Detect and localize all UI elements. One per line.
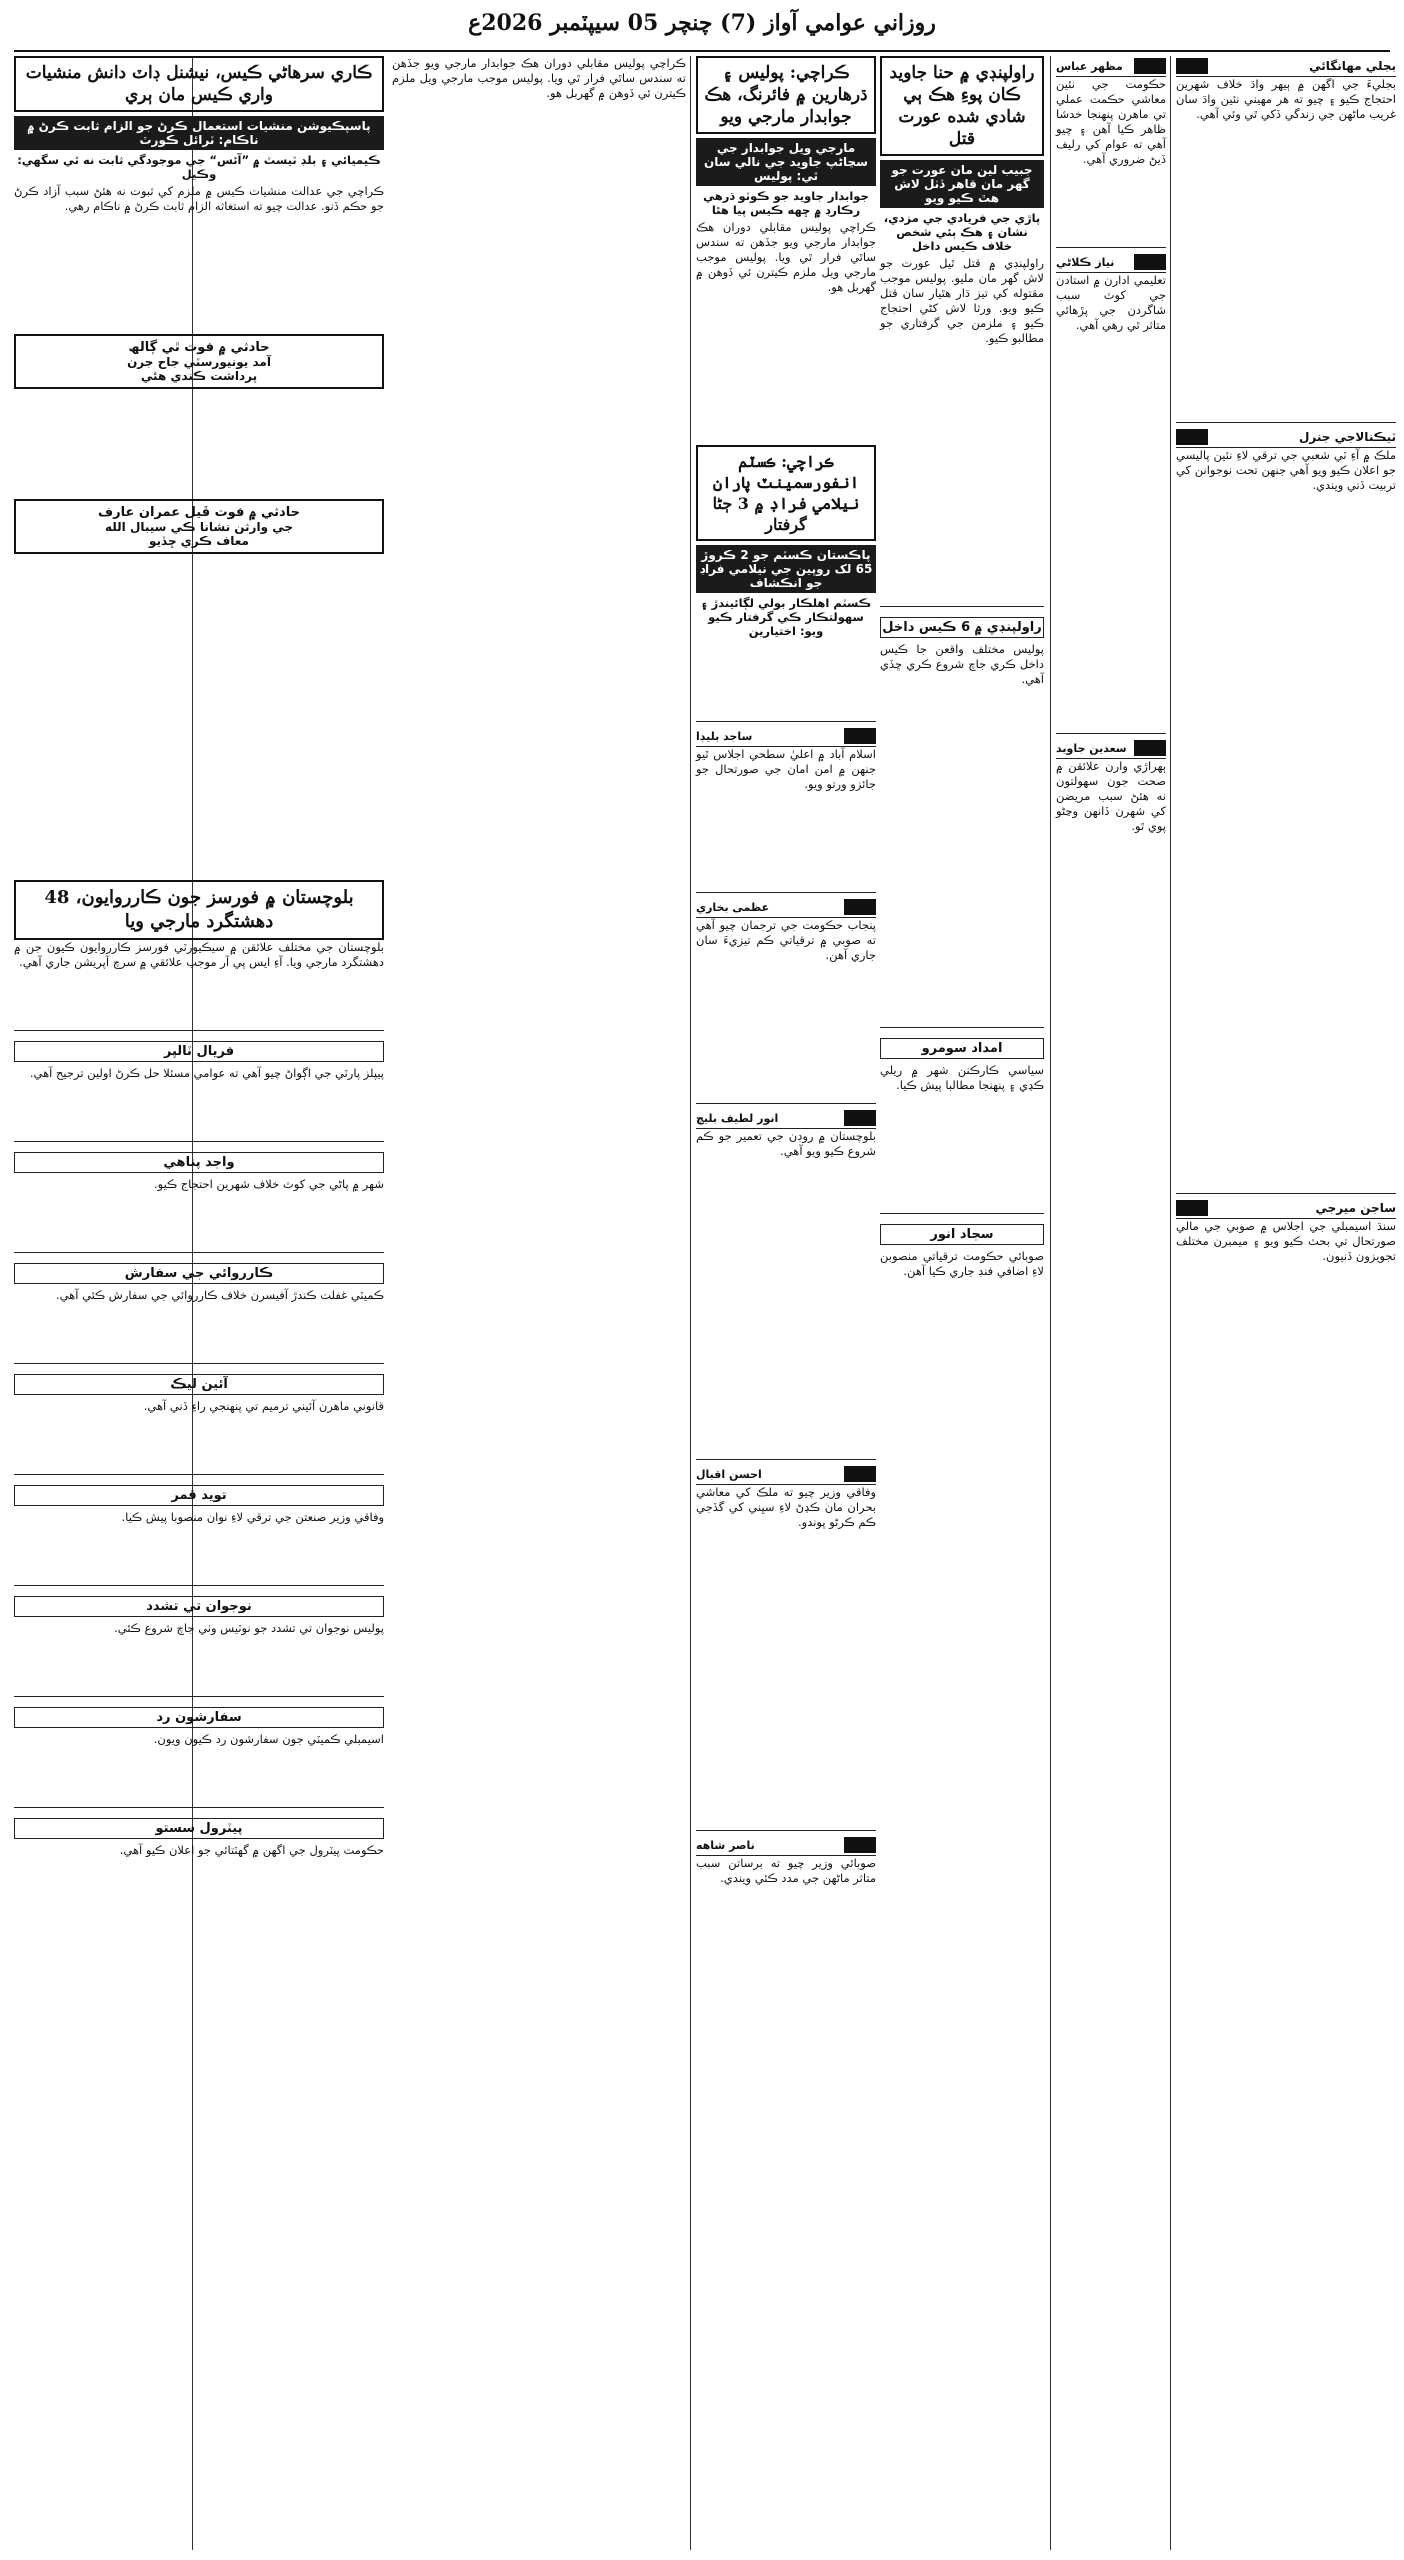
obituary-note: پرداشت ڪندي هئي <box>140 369 258 383</box>
section-block <box>696 721 876 792</box>
section-kicker: امداد سومرو <box>880 1038 1044 1059</box>
section-block <box>696 1459 876 1530</box>
author-photo <box>844 1466 876 1482</box>
section-block <box>1176 1193 1396 1264</box>
author-photo <box>844 1110 876 1126</box>
column-7 <box>392 56 686 2546</box>
section-block <box>880 1213 1044 1279</box>
section-kicker: مظهر عباس <box>1056 59 1123 73</box>
section-block <box>14 1807 384 1858</box>
obituary-box <box>14 334 384 389</box>
column-rule <box>1170 56 1171 2550</box>
section-kicker: تويد قمر <box>14 1485 384 1506</box>
section-block <box>14 1141 384 1192</box>
author-photo <box>1176 1200 1208 1216</box>
author-photo <box>844 899 876 915</box>
section-kicker: راولپنڊي ۾ 6 ڪيس داخل <box>880 617 1044 638</box>
section-kicker: نوجوان تي تشدد <box>14 1596 384 1617</box>
headline: راولپنڊي ۾ حنا جاويد ڪان پوءِ هڪ ٻي شادي شده عورت قتل <box>880 56 1044 156</box>
article-text: سياسي ڪارڪنن شهر ۾ ريلي ڪڍي ۽ پنهنجا مطالبا پيش ڪيا. <box>880 1063 1044 1092</box>
section-kicker: واجد پناهي <box>14 1152 384 1173</box>
author-photo <box>1176 429 1208 445</box>
section-kicker: فريال ٽالپر <box>14 1041 384 1062</box>
section-kicker: ساجد بليڊا <box>696 729 753 743</box>
column-rule <box>1050 56 1051 2550</box>
article-text: تعليمي ادارن ۾ استادن جي کوٽ سبب شاگردن جي پڙهائي متاثر ٿي رهي آهي. <box>1056 273 1166 332</box>
article-text: اسيمبلي ڪميٽي جون سفارشون رد ڪيون ويون. <box>153 1732 384 1746</box>
section-kicker: ٽيڪنالاجي جنرل <box>1298 430 1396 444</box>
section-header <box>696 1108 876 1129</box>
section-kicker: ساجن ميرجي <box>1315 1201 1396 1215</box>
obituary-box <box>14 499 384 554</box>
subhead-line: پاڙي جي فريادي جي مزدي، نشان ۽ هڪ ٻئي شخص خلاف ڪيس داخل <box>883 211 1041 253</box>
article-text: بجليءَ جي اگهن ۾ ٻيهر واڌ خلاف شهرين احتجاج ڪيو ۽ چيو ته هر مهيني نئين واڌ سان غريب ماڻهن جي زندگي ڏکي ٿي وئي آهي. <box>1176 77 1396 121</box>
column-1 <box>1176 56 1396 2546</box>
subhead-line: ڪيميائي ۽ بلڊ ٽيسٽ ۾ ”آئس“ جي موجودگي ثابت نه ٿي سگهي: وڪيل <box>17 153 381 181</box>
headline: ڪراچي: ڪسٽم انفورسمينٽ پاران نيلامي فراڊ ۾ 3 ڄڻا گرفتار <box>696 445 876 541</box>
section-block <box>1056 733 1166 834</box>
article-text: وفاقي وزير چيو ته ملڪ کي معاشي بحران مان ڪڍڻ لاءِ سڀني کي گڏجي ڪم ڪرڻو پوندو. <box>696 1485 876 1529</box>
section-kicker: احسن اقبال <box>696 1467 762 1481</box>
section-block <box>1176 422 1396 493</box>
section-kicker: پيٽرول سستو <box>14 1818 384 1839</box>
section-kicker: ناصر شاهه <box>696 1838 755 1852</box>
article-text: ڪراچي جي عدالت منشيات ڪيس ۾ ملزم کي ثبوت نه هئڻ سبب آزاد ڪرڻ جو حڪم ڏنو. عدالت چيو ته استغاثه الزام ثابت ڪرڻ ۾ ناڪام رهي. <box>14 184 384 213</box>
section-block <box>880 1027 1044 1093</box>
obituary-title: حادثي ۾ فوت ڦيل عمران عارف <box>98 505 300 520</box>
article-text: راولپنڊي ۾ قتل ٿيل عورت جو لاش گهر مان مليو. پوليس موجب مقتوله کي تيز ڌار هٿيار سان قتل ڪيو ويو. ورثا لاش کڻي احتجاج ڪيو ۽ ملزمن جي گرفتاري جو مطالبو ڪيو. <box>880 256 1044 345</box>
article-text: صوبائي وزير چيو ته برساتن سبب متاثر ماڻهن جي مدد ڪئي ويندي. <box>696 1856 876 1885</box>
obituary-subtitle: جي وارثن نشانا ڪي سيبال الله <box>104 520 294 534</box>
section-kicker: سعدين جاويد <box>1056 741 1127 755</box>
article-text: ملڪ ۾ آءِ ٽي شعبي جي ترقي لاءِ نئين پاليسي جو اعلان ڪيو ويو آهي جنهن تحت نوجوانن کي تربيت ڏني ويندي. <box>1176 448 1396 492</box>
section-block <box>696 892 876 963</box>
section-header <box>696 1464 876 1485</box>
section-block <box>880 606 1044 687</box>
author-photo <box>1134 740 1166 756</box>
section-block <box>696 1103 876 1159</box>
section-block <box>14 1363 384 1414</box>
headline: ڪاري سرهاڻي ڪيس، نيشنل ڊاٽ دانش منشيات واري ڪيس مان ٻري <box>14 56 384 112</box>
section-kicker: ڪارروائي جي سفارش <box>14 1263 384 1284</box>
article-text: پنجاب حڪومت جي ترجمان چيو آهي ته صوبي ۾ ترقياتي ڪم تيزيءَ سان جاري آهن. <box>696 918 876 962</box>
article-text: پيپلز پارٽي جي اڳواڻ چيو آهي ته عوامي مسئلا حل ڪرڻ اولين ترجيح آهي. <box>29 1066 384 1080</box>
column-3 <box>880 56 1044 2546</box>
section-block <box>696 1830 876 1886</box>
subhead-line: جوابدار جاويد جو ڪوٽو ڌرهي رڪارڊ ۾ ڇهه ڪيس پيا هئا <box>703 189 869 217</box>
headline: بلوچستان ۾ فورسز جون ڪارروايون، 48 دهشتگرد مارجي ويا <box>14 880 384 940</box>
section-block <box>14 1030 384 1081</box>
article-text: حڪومت جي نئين معاشي حڪمت عملي تي ماهرن پنهنجا خدشا ظاهر ڪيا آهن ۽ چيو آهي ته عوام کي رليف ڏيڻ ضروري آهي. <box>1056 77 1166 166</box>
obituary-title: حادثي ۾ فوت ٿي ڳالھ <box>128 340 270 355</box>
article-text: ٻهراڙي وارن علائقن ۾ صحت جون سهولتون نه هئڻ سبب مريضن کي شهرن ڏانهن وڃڻو پوي ٿو. <box>1056 759 1166 833</box>
article-text: اسلام آباد ۾ اعليٰ سطحي اجلاس ٿيو جنهن ۾ امن امان جي صورتحال جو جائزو ورتو ويو. <box>696 747 876 791</box>
section-kicker: انور لطيف بليچ <box>696 1111 779 1125</box>
subhead: پاسپڪيوشن منشيات استعمال ڪرڻ جو الزام ثابت ڪرڻ ۾ ناڪام: ٽرائل ڪورٽ <box>14 116 384 150</box>
article-text: بلوچستان جي مختلف علائقن ۾ سيڪيورٽي فورسز ڪارروايون ڪيون جن ۾ دهشتگرد مارجي ويا. آءِ ايس پي آر موجب علائقي ۾ سرچ آپريشن جاري آهي. <box>14 940 384 969</box>
author-photo <box>1176 58 1208 74</box>
section-block <box>14 1252 384 1303</box>
article-text: ڪراچي پوليس مقابلي دوران هڪ جوابدار مارجي ويو جڏهن ته سندس ساٿي فرار ٿي ويا. پوليس موجب مارجي ويل ملزم ڪيترن ئي ڏوهن ۾ گهربل هو. <box>392 56 686 100</box>
section-header <box>1056 738 1166 759</box>
section-kicker: سفارشون رد <box>14 1707 384 1728</box>
article-text: سنڌ اسيمبلي جي اجلاس ۾ صوبي جي مالي صورتحال تي بحث ڪيو ويو ۽ ميمبرن مختلف تجويزون ڏنيون. <box>1176 1219 1396 1263</box>
section-kicker: عظمى بخاري <box>696 900 770 914</box>
author-photo <box>1134 254 1166 270</box>
subhead: مارجي ويل جوابدار جي سڃاڻپ جاويد جي نالي سان ٿي: پوليس <box>696 138 876 186</box>
article-text: ڪراچي پوليس مقابلي دوران هڪ جوابدار مارجي ويو جڏهن ته سندس ساٿي فرار ٿي ويا. پوليس موجب مارجي ويل ملزم ڪيترن ئي ڏوهن ۾ گهربل هو. <box>696 220 876 294</box>
article-text: حڪومت پيٽرول جي اگهن ۾ گهٽتائي جو اعلان ڪيو آهي. <box>119 1843 384 1857</box>
column-6 <box>14 880 384 2550</box>
subhead: پاڪستان ڪسٽم جو 2 ڪروڙ 65 لک روپين جي نيلامي فراڊ جو انڪشاف <box>696 545 876 593</box>
section-header <box>1056 56 1166 77</box>
section-block <box>14 1696 384 1747</box>
section-header <box>1056 252 1166 273</box>
column-2 <box>1056 56 1166 2546</box>
column-rule <box>690 56 691 2550</box>
subhead: جبيب لين مان عورت جو گهر مان قاهر ڏٺل لاش هٿ ڪيو ويو <box>880 160 1044 208</box>
column-5 <box>14 56 384 876</box>
section-header <box>696 726 876 747</box>
subhead-line: ڪسٽم اهلڪار بولي لڳائيندڙ ۽ سهولتڪار ڪي گرفتار ڪيو ويو: اختيارين <box>700 596 872 638</box>
obituary-note: معاف ڪري ڇڏيو <box>149 534 249 548</box>
article-text: پوليس نوجوان تي تشدد جو نوٽيس وٺي جاچ شروع ڪئي. <box>114 1621 384 1635</box>
article-text: پوليس مختلف واقعن جا ڪيس داخل ڪري جاچ شروع ڪري ڇڏي آهي. <box>880 642 1044 686</box>
section-kicker: بجلي مهانگائي <box>1309 59 1396 73</box>
section-header <box>696 897 876 918</box>
section-block <box>14 1585 384 1636</box>
section-header <box>1176 56 1396 77</box>
masthead-dateline: روزاني عوامي آواز (7) چنچر 05 سيپٽمبر 2026ع <box>468 10 936 36</box>
section-header <box>696 1835 876 1856</box>
article-text: شهر ۾ پاڻي جي کوٽ خلاف شهرين احتجاج ڪيو. <box>154 1177 384 1191</box>
section-kicker: سجاد انور <box>880 1224 1044 1245</box>
section-block <box>1056 247 1166 333</box>
article-text: ڪميٽي غفلت ڪندڙ آفيسرن خلاف ڪارروائي جي سفارش ڪئي آهي. <box>55 1288 384 1302</box>
obituary-subtitle: آمد يونيورسٽي جاح جرن <box>127 355 271 369</box>
masthead-rule <box>14 50 1390 52</box>
column-4 <box>696 56 876 2546</box>
author-photo <box>844 1837 876 1853</box>
article-text: قانوني ماهرن آئيني ترميم تي پنهنجي راءِ ڏني آهي. <box>143 1399 384 1413</box>
section-header <box>1176 1198 1396 1219</box>
author-photo <box>844 728 876 744</box>
section-block <box>14 1474 384 1525</box>
article-text: صوبائي حڪومت ترقياتي منصوبن لاءِ اضافي فنڊ جاري ڪيا آهن. <box>880 1249 1044 1278</box>
section-header <box>1176 427 1396 448</box>
section-kicker: آئين ليڪ <box>14 1374 384 1395</box>
article-text: وفاقي وزير صنعتن جي ترقي لاءِ نوان منصوبا پيش ڪيا. <box>121 1510 384 1524</box>
author-photo <box>1134 58 1166 74</box>
headline: ڪراچي: پوليس ۽ ڌرهارين ۾ فائرنگ، هڪ جوابدار مارجي ويو <box>696 56 876 134</box>
article-text: بلوچستان ۾ روڊن جي تعمير جو ڪم شروع ڪيو ويو آهي. <box>696 1129 876 1158</box>
section-kicker: نياز ڪلاڻي <box>1056 255 1115 269</box>
